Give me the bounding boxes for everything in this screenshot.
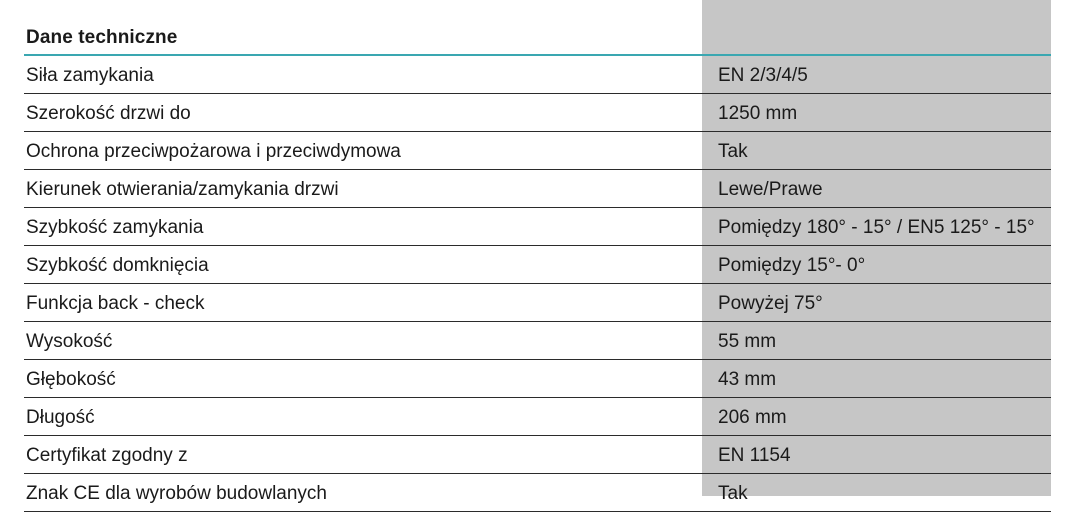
table-row bbox=[24, 322, 1051, 360]
table-body bbox=[24, 56, 1051, 512]
table-row bbox=[24, 170, 1051, 208]
row-value: Powyżej 75° bbox=[718, 293, 823, 314]
row-label: Ochrona przeciwpożarowa i przeciwdymowa bbox=[26, 141, 401, 162]
row-label: Głębokość bbox=[26, 369, 116, 390]
row-label: Szybkość zamykania bbox=[26, 217, 204, 238]
row-label: Długość bbox=[26, 407, 95, 428]
table-row bbox=[24, 94, 1051, 132]
row-value: EN 1154 bbox=[718, 445, 791, 466]
row-value: Pomiędzy 15°- 0° bbox=[718, 255, 866, 276]
row-value: Tak bbox=[718, 483, 748, 504]
table-row bbox=[24, 284, 1051, 322]
row-label: Znak CE dla wyrobów budowlanych bbox=[26, 483, 327, 504]
row-label: Kierunek otwierania/zamykania drzwi bbox=[26, 179, 339, 200]
row-value: 43 mm bbox=[718, 369, 777, 390]
table-row bbox=[24, 132, 1051, 170]
row-value: 55 mm bbox=[718, 331, 777, 352]
table-header bbox=[24, 18, 1051, 56]
row-value: Lewe/Prawe bbox=[718, 179, 823, 200]
table-row bbox=[24, 246, 1051, 284]
row-value: 1250 mm bbox=[718, 103, 798, 124]
table-row bbox=[24, 474, 1051, 512]
row-label: Siła zamykania bbox=[26, 65, 154, 86]
row-value: Pomiędzy 180° - 15° / EN5 125° - 15° bbox=[718, 217, 1035, 238]
row-label: Funkcja back - check bbox=[26, 293, 205, 314]
table-row bbox=[24, 208, 1051, 246]
technical-data-table bbox=[24, 18, 1051, 512]
table-row bbox=[24, 360, 1051, 398]
row-value: Tak bbox=[718, 141, 748, 162]
row-label: Certyfikat zgodny z bbox=[26, 445, 188, 466]
row-value: EN 2/3/4/5 bbox=[718, 65, 808, 86]
row-label: Szybkość domknięcia bbox=[26, 255, 209, 276]
table-row bbox=[24, 436, 1051, 474]
row-value: 206 mm bbox=[718, 407, 787, 428]
table-row bbox=[24, 56, 1051, 94]
row-label: Szerokość drzwi do bbox=[26, 103, 191, 124]
table-row bbox=[24, 398, 1051, 436]
table-title: Dane techniczne bbox=[26, 27, 178, 48]
row-label: Wysokość bbox=[26, 331, 113, 352]
